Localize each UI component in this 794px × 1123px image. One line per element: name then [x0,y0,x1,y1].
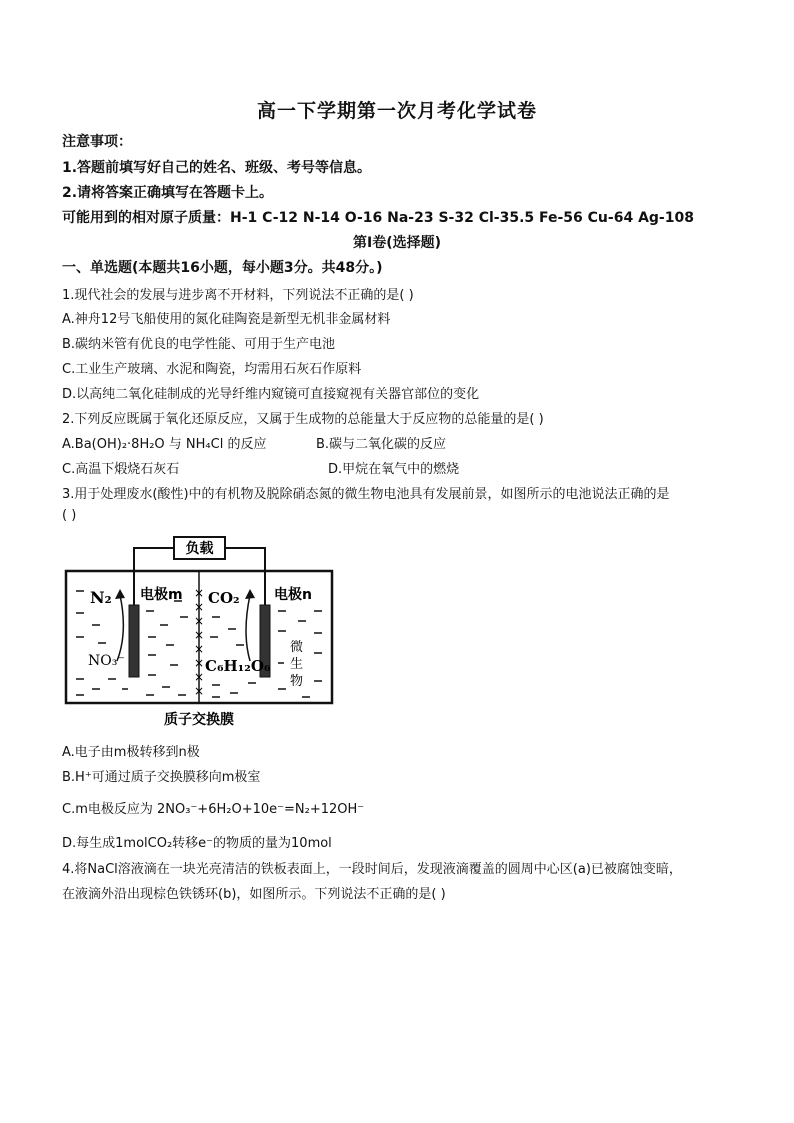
q3-stem-line2: ( ) [62,508,77,523]
svg-text:×: × [193,614,205,628]
battery-diagram [62,533,342,731]
glucose-label: C₆H₁₂O₆ [205,657,271,675]
q2-option-a: A.Ba(OH)₂·8H₂O 与 NH₄Cl 的反应 [62,437,267,452]
svg-text:×: × [193,600,205,614]
q3-stem-line1: 3.用于处理废水(酸性)中的有机物及脱除硝态氮的微生物电池具有发展前景，如图所示的电池说法正确的是 [62,487,670,502]
n2-label: N₂ [90,588,112,607]
svg-text:×: × [193,656,205,670]
q4-stem-line2: 在液滴外沿出现棕色铁锈环(b)，如图所示。下列说法不正确的是( ) [62,887,446,902]
note-item-1: 1.答题前填写好自己的姓名、班级、考号等信息。 [62,160,372,176]
volume-heading: 第Ⅰ卷(选择题) [352,235,441,251]
q2-option-c: C.高温下煅烧石灰石 [62,462,180,477]
q1-option-c: C.工业生产玻璃、水泥和陶瓷，均需用石灰石作原料 [62,362,362,377]
note-item-2: 2.请将答案正确填写在答题卡上。 [62,185,274,201]
svg-text:×: × [193,670,205,684]
q3-option-d: D.每生成1molCO₂转移e⁻的物质的量为10mol [62,836,332,851]
svg-text:×: × [193,642,205,656]
q1-option-d: D.以高纯二氧化硅制成的光导纤维内窥镜可直接窥视有关器官部位的变化 [62,387,480,402]
microbe-label-1: 微 [290,640,304,655]
q3-option-a: A.电子由m极转移到n极 [62,745,200,760]
q4-stem-line1: 4.将NaCl溶液滴在一块光亮清洁的铁板表面上，一段时间后，发现液滴覆盖的圆周中心区(a)已被腐蚀变暗， [62,862,682,877]
svg-text:×: × [193,684,205,698]
arrow-glucose-to-co2 [246,595,250,661]
membrane-label: 质子交换膜 [164,712,234,728]
load-label: 负载 [185,541,214,557]
electrode-m [129,605,139,677]
q3-option-b: B.H⁺可通过质子交换膜移向m极室 [62,770,261,785]
microbe-label-3: 物 [290,674,304,689]
q1-stem: 1.现代社会的发展与进步离不开材料，下列说法不正确的是( ) [62,288,414,303]
electrode-m-label: 电极m [140,587,183,603]
atomic-masses: 可能用到的相对原子质量：H-1 C-12 N-14 O-16 Na-23 S-32 Cl-35.5 Fe-56 Cu-64 Ag-108 [62,210,694,226]
arrow-no3-to-n2 [117,595,123,661]
microbe-label-2: 生 [290,657,304,672]
q2-option-d: D.甲烷在氧气中的燃烧 [328,462,460,477]
q3-option-c: C.m电极反应为 2NO₃⁻+6H₂O+10e⁻=N₂+12OH⁻ [62,802,365,817]
q2-stem: 2.下列反应既属于氧化还原反应，又属于生成物的总能量大于反应物的总能量的是( ) [62,412,544,427]
section-heading: 一、单选题(本题共16小题，每小题3分。共48分。) [62,260,383,276]
svg-text:×: × [193,628,205,642]
membrane-mark: × [193,586,205,600]
q2-option-b: B.碳与二氧化碳的反应 [316,437,447,452]
page-title: 高一下学期第一次月考化学试卷 [256,100,537,122]
co2-label: CO₂ [208,589,240,607]
notes-heading: 注意事项： [62,134,132,150]
no3-label: NO₃⁻ [88,653,125,669]
q1-option-a: A.神舟12号飞船使用的氮化硅陶瓷是新型无机非金属材料 [62,312,391,327]
q1-option-b: B.碳纳米管有优良的电学性能、可用于生产电池 [62,337,336,352]
electrode-n-label: 电极n [274,587,312,603]
